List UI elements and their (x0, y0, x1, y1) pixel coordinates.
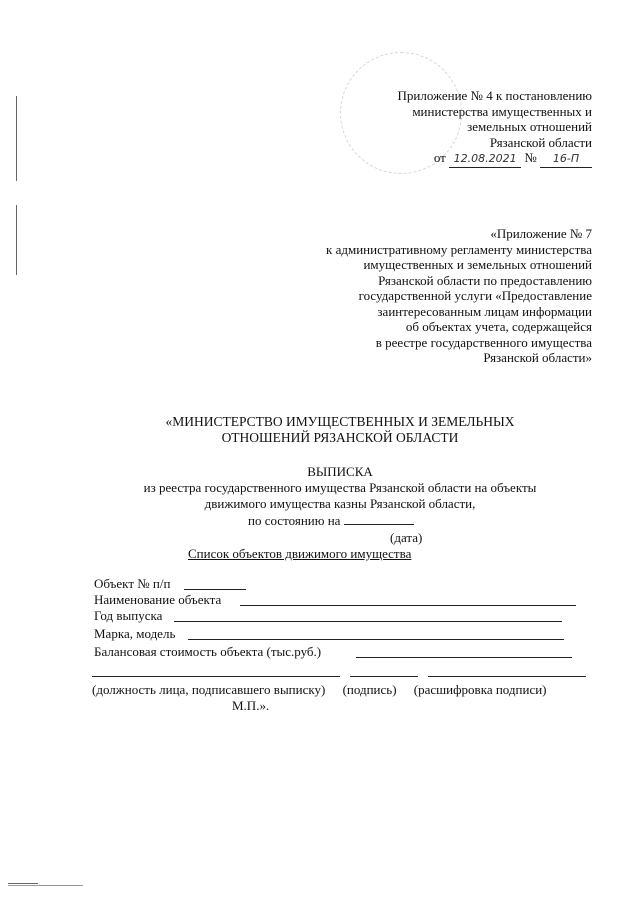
date-prefix: от (433, 150, 446, 165)
signature-decoding-caption: (расшифровка подписи) (413, 682, 547, 697)
field-brand (94, 626, 564, 642)
field-underline (188, 639, 564, 640)
scan-mark (8, 885, 83, 886)
ministry-heading (100, 414, 580, 446)
signature-position-caption: (должность лица, подписавшего выписку) (92, 682, 326, 697)
approval-date-line (292, 150, 592, 168)
field-underline (184, 589, 246, 590)
field-label: Марка, модель (94, 626, 176, 641)
number-prefix: № (524, 150, 537, 165)
approval-line: Приложение № 4 к постановлению (397, 88, 592, 103)
signature-decoding-line (428, 676, 586, 677)
field-label: Балансовая стоимость объекта (тыс.руб.) (94, 644, 322, 659)
appendix-line: Рязанской области по предоставлению (378, 272, 592, 288)
approval-number: 16-П (540, 151, 592, 168)
appendix-line: государственной услуги «Предоставление (358, 288, 592, 303)
appendix-line: к административному регламенту министерства (326, 241, 592, 257)
appendix-line: Рязанской области» (483, 350, 592, 365)
approval-line: министерства имущественных и (412, 103, 592, 119)
field-label: Наименование объекта (94, 592, 222, 607)
field-object-no (94, 576, 254, 592)
signature-position-line (92, 676, 340, 677)
appendix-line: об объектах учета, содержащейся (405, 319, 592, 334)
seal-mark: М.П.». (232, 698, 270, 713)
as-of-label: по состоянию на (248, 513, 341, 528)
approval-line: земельных отношений (467, 119, 592, 134)
signature-sign-caption: (подпись) (342, 682, 397, 697)
field-underline (240, 605, 576, 606)
scan-mark (16, 205, 17, 275)
extract-title: ВЫПИСКА (307, 464, 373, 479)
appendix-block (232, 226, 592, 366)
ministry-line: ОТНОШЕНИЙ РЯЗАНСКОЙ ОБЛАСТИ (221, 430, 459, 445)
signature-sign-line (350, 676, 418, 677)
extract-line: движимого имущества казны Рязанской области, (204, 495, 476, 511)
scan-mark (8, 883, 38, 884)
field-label: Год выпуска (94, 608, 163, 623)
signature-captions (92, 682, 547, 698)
date-caption: (дата) (390, 530, 423, 545)
appendix-line: «Приложение № 7 (490, 226, 592, 241)
field-balance (94, 644, 572, 660)
field-name (94, 592, 576, 608)
approval-block (292, 88, 592, 168)
ministry-line: «МИНИСТЕРСТВО ИМУЩЕСТВЕННЫХ И ЗЕМЕЛЬНЫХ (165, 414, 515, 429)
appendix-line: в реестре государственного имущества (375, 334, 592, 350)
as-of-line (248, 512, 414, 529)
list-title: Список объектов движимого имущества (188, 546, 412, 561)
extract-description (80, 480, 600, 511)
approval-date: 12.08.2021 (449, 151, 521, 168)
field-label: Объект № п/п (94, 576, 171, 591)
field-underline (356, 657, 572, 658)
appendix-line: заинтересованным лицам информации (377, 303, 592, 319)
appendix-line: имущественных и земельных отношений (363, 257, 592, 272)
extract-line: из реестра государственного имущества Рязанской области на объекты (143, 480, 537, 495)
as-of-date-field (344, 512, 414, 525)
field-underline (174, 621, 562, 622)
approval-line: Рязанской области (489, 134, 592, 150)
field-year (94, 608, 562, 624)
scan-mark (16, 96, 17, 181)
